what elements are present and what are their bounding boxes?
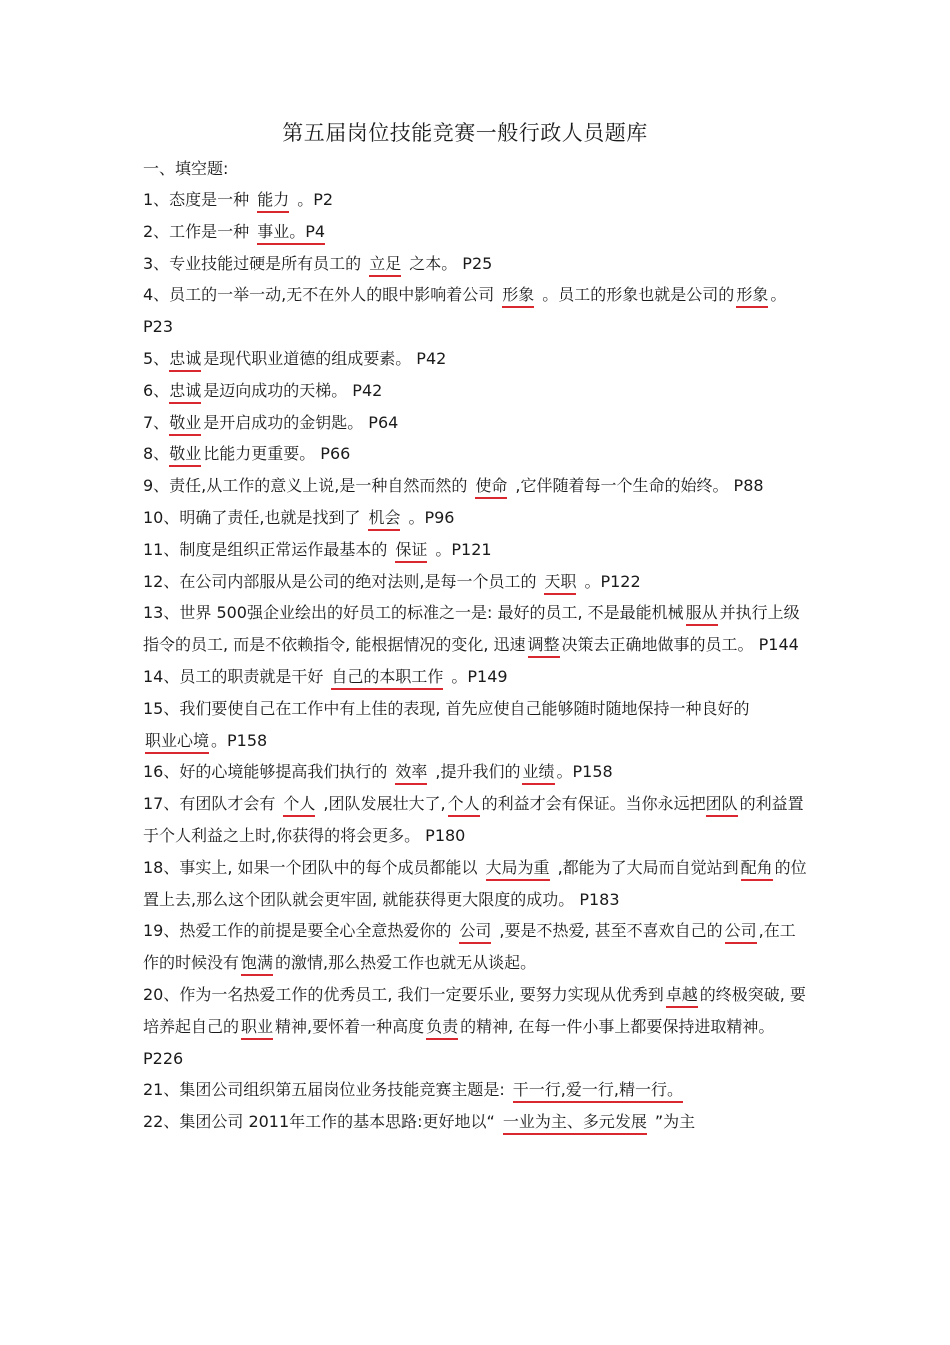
answer-blank: 立足 [369, 253, 401, 277]
answer-blank: 业绩 [522, 761, 554, 785]
answer-blank: 敬业 [169, 443, 201, 467]
question-13: 13、世界 500强企业绘出的好员工的标准之一是: 最好的员工, 不是最能机械 服从 并执行上级指令的员工, 而是不依赖指令, 能根据情况的变化, 迅速 调整 决策去正确地做事的员工。 P144 [143, 597, 811, 661]
page-title: 第五届岗位技能竞赛一般行政人员题库 [282, 121, 648, 145]
answer-blank: 配角 [741, 857, 773, 881]
question-4: 4、员工的一举一动,无不在外人的眼中影响着公司 形象 。员工的形象也就是公司的 形象 。P23 [143, 285, 787, 337]
question-15: 15、我们要使自己在工作中有上佳的表现, 首先应使自己能够随时随地保持一种良好的职业心境 。P158 [143, 693, 811, 757]
answer-blank: 卓越 [666, 984, 698, 1008]
answer-blank: 个人 [283, 793, 315, 817]
answer-blank: 职业心境 [145, 730, 209, 754]
answer-blank: 保证 [395, 539, 427, 563]
question-6: 6、忠诚 是迈向成功的天梯。 P42 [143, 375, 811, 407]
question-8: 8、敬业 比能力更重要。 P66 [143, 438, 811, 470]
question-18: 18、事实上, 如果一个团队中的每个成员都能以 大局为重 ,都能为了大局而自觉站到 配角 的位置上去,那么这个团队就会更牢固, 就能获得更大限度的成功。 P183 [143, 857, 807, 909]
answer-blank: 能力 [257, 189, 289, 213]
answer-blank: 天职 [544, 571, 576, 595]
answer-blank: 机会 [368, 507, 400, 531]
question-21: 21、集团公司组织第五届岗位业务技能竞赛主题是: 干一行,爱一行,精一行。 [143, 1074, 811, 1106]
question-5: 5、忠诚 是现代职业道德的组成要素。 P42 [143, 343, 811, 375]
answer-blank: 公司 [725, 920, 757, 944]
question-3: 3、专业技能过硬是所有员工的 立足 之本。 P25 [143, 248, 811, 280]
question-7: 7、敬业 是开启成功的金钥匙。 P64 [143, 407, 811, 439]
answer-blank: 事业。P4 [257, 221, 325, 245]
answer-blank: 形象 [736, 284, 768, 308]
question-22: 22、集团公司 2011年工作的基本思路:更好地以“ 一业为主、多元发展 ”为主 [143, 1106, 811, 1138]
question-10: 10、明确了责任,也就是找到了 机会 。P96 [143, 502, 811, 534]
answer-blank: 服从 [686, 602, 718, 626]
answer-blank: 敬业 [169, 412, 201, 436]
answer-blank: 公司 [459, 920, 491, 944]
question-9: 9、责任,从工作的意义上说,是一种自然而然的 使命 ,它伴随着每一个生命的始终。 P88 [143, 470, 811, 502]
answer-blank: 一业为主、多元发展 [503, 1111, 647, 1135]
answer-blank: 忠诚 [169, 348, 201, 372]
question-20: 20、作为一名热爱工作的优秀员工, 我们一定要乐业, 要努力实现从优秀到 卓越 的终极突破, 要培养起自己的 职业 精神,要怀着一种高度 负责 的精神, 在每一件小事上都要保持进取精神。 P226 [143, 984, 806, 1068]
answer-blank: 调整 [528, 634, 560, 658]
answer-blank: 大局为重 [486, 857, 550, 881]
answer-blank: 负责 [426, 1016, 458, 1040]
question-12: 12、在公司内部服从是公司的绝对法则,是每一个员工的 天职 。P122 [143, 566, 811, 598]
answer-blank: 个人 [448, 793, 480, 817]
question-17: 17、有团队才会有 个人 ,团队发展壮大了, 个人 的利益才会有保证。当你永远把团队 的利益置于个人利益之上时,你获得的将会更多。 P180 [143, 794, 804, 845]
answer-blank: 饱满 [241, 952, 273, 976]
answer-blank: 效率 [395, 761, 427, 785]
question-2: 2、工作是一种 事业。P4 [143, 216, 811, 248]
answer-blank: 使命 [475, 475, 507, 499]
answer-blank: 职业 [241, 1016, 273, 1040]
question-19: 19、热爱工作的前提是要全心全意热爱你的 公司 ,要是不热爱, 甚至不喜欢自己的 公司 ,在工作的时候没有 饱满 的激情,那么热爱工作也就无从谈起。 [143, 915, 811, 979]
question-14: 14、员工的职责就是干好 自己的本职工作 。P149 [143, 661, 811, 693]
question-11: 11、制度是组织正常运作最基本的 保证 。P121 [143, 534, 811, 566]
answer-blank: 干一行,爱一行,精一行。 [513, 1079, 683, 1103]
answer-blank: 形象 [502, 284, 534, 308]
question-16: 16、好的心境能够提高我们执行的 效率 ,提升我们的 业绩 。P158 [143, 756, 811, 788]
answer-blank: 自己的本职工作 [331, 666, 443, 690]
question-list [143, 184, 811, 1138]
question-1: 1、态度是一种 能力 。P2 [143, 184, 811, 216]
answer-blank: 忠诚 [169, 380, 201, 404]
answer-blank: 团队 [706, 793, 738, 817]
section-heading: 一、填空题: [143, 159, 229, 178]
